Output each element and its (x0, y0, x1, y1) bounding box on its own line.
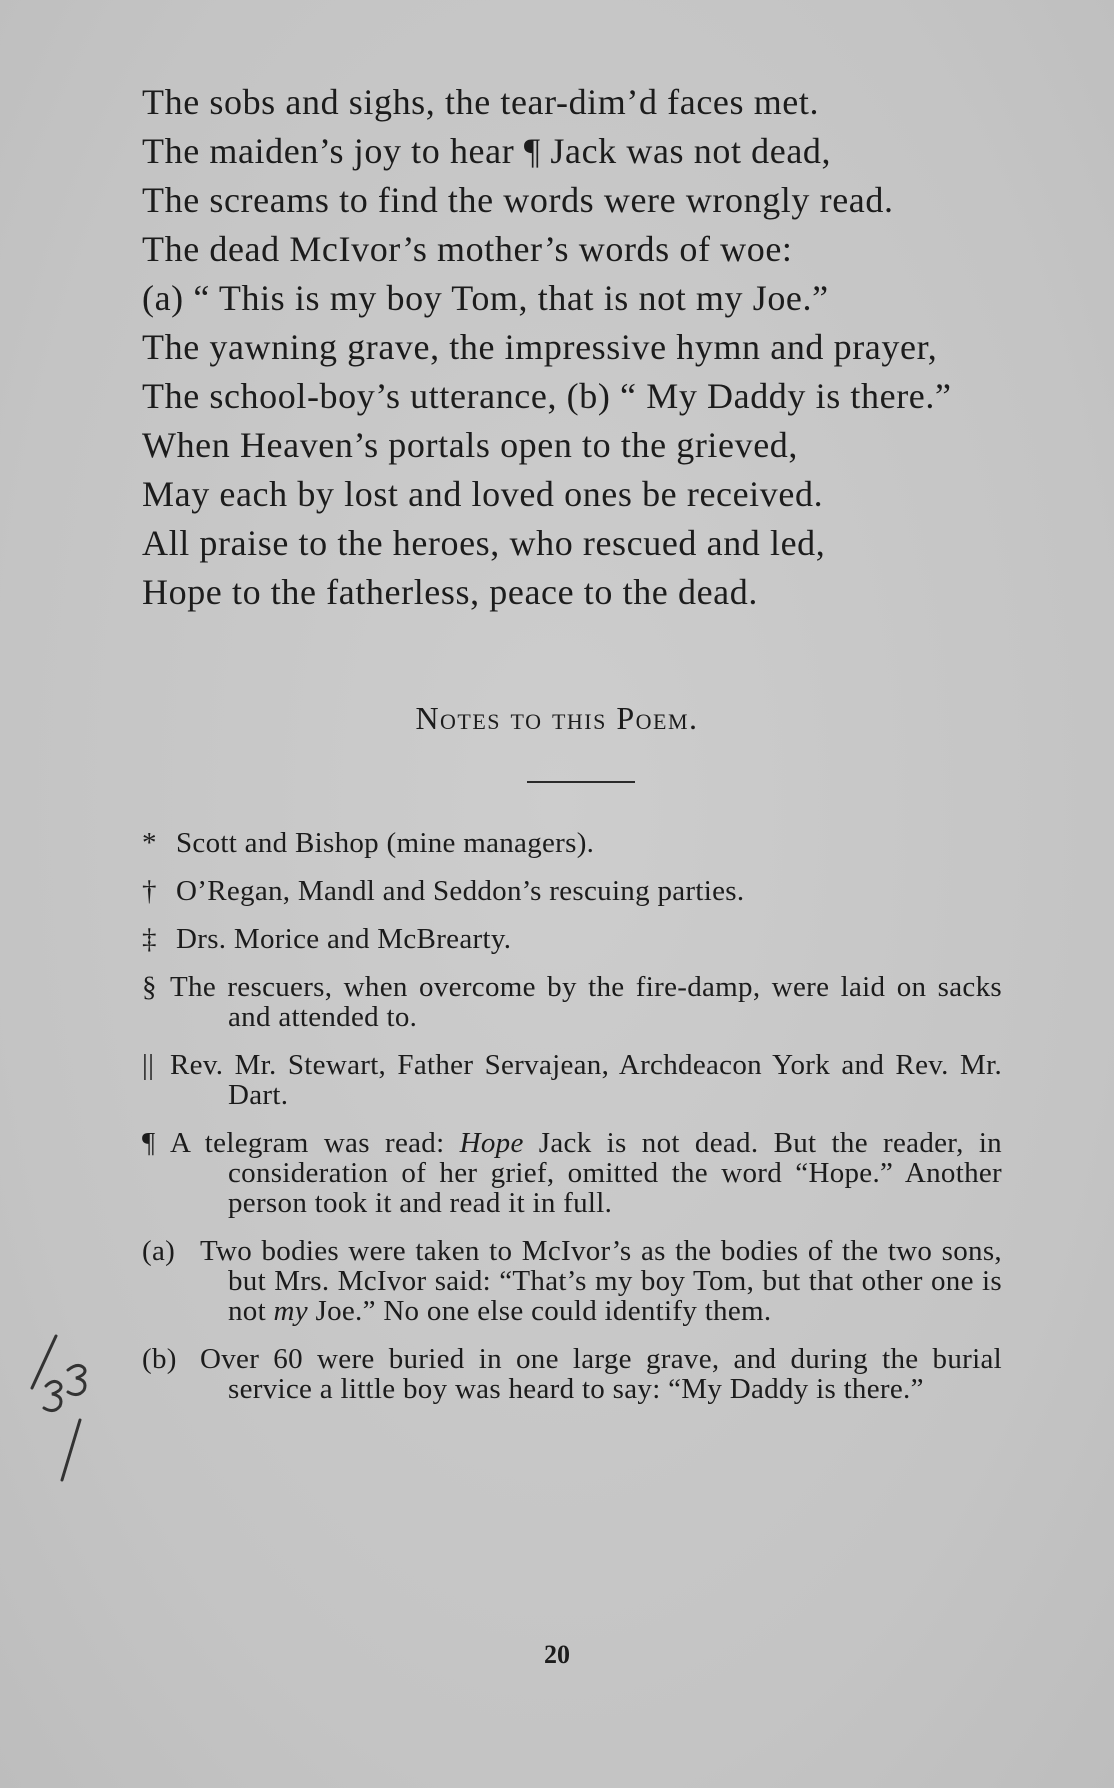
footnote-marker: || (142, 1049, 155, 1081)
poem-line: The screams to find the words were wrongly read. (142, 180, 894, 220)
footnote-italic: Hope (459, 1127, 524, 1159)
footnote-section (142, 972, 1002, 1032)
footnote-text-after: Joe.” No one else could identify them. (307, 1295, 772, 1327)
footnote-double-dagger (142, 924, 1002, 954)
footnote-text-before: Two bodies were taken to McIvor’s as the bodies of the two sons, but Mrs. McIvor said: “That’s my boy Tom, but that other one is not (200, 1235, 1002, 1327)
footnote-text: The rescuers, when overcome by the fire-damp, were laid on sacks and attended to. (170, 971, 1002, 1033)
poem-line: The sobs and sighs, the tear-dim’d faces met. (142, 82, 820, 122)
footnote-italic: my (273, 1295, 308, 1327)
page-number: 20 (544, 1640, 570, 1669)
footnote-asterisk (142, 828, 1002, 858)
footnote-text: Over 60 were buried in one large grave, and during the burial service a little boy was heard to say: “My Daddy is there.” (200, 1343, 1002, 1405)
footnote-pilcrow (142, 1128, 1002, 1218)
footnote-marker: (a) (142, 1235, 176, 1267)
section-divider (527, 781, 635, 783)
footnote-parallel (142, 1050, 1002, 1110)
poem-line: Hope to the fatherless, peace to the dead. (142, 572, 758, 612)
footnote-marker: * (142, 827, 157, 859)
footnote-dagger (142, 876, 1002, 906)
handwritten-margin-annotation (18, 1330, 108, 1490)
poem-line: The dead McIvor’s mother’s words of woe: (142, 229, 793, 269)
notes-heading: Notes to this Poem. (415, 700, 699, 736)
footnote-text-before: A telegram was read: (170, 1127, 460, 1159)
footnote-b (142, 1344, 1002, 1404)
footnote-text: Scott and Bishop (mine managers). (176, 827, 595, 859)
footnote-marker: ‡ (142, 923, 157, 955)
footnote-text: Drs. Morice and McBrearty. (176, 923, 512, 955)
poem-line: All praise to the heroes, who rescued and led, (142, 523, 826, 563)
footnote-text-after: Jack is not dead. But the reader, in consideration of her grief, omitted the word “Hope.” Another person took it and read it in full. (228, 1127, 1002, 1219)
poem-stanza (142, 78, 1022, 617)
notes-list (142, 828, 1002, 1422)
poem-line: The yawning grave, the impressive hymn and prayer, (142, 327, 938, 367)
poem-line: The maiden’s joy to hear ¶ Jack was not dead, (142, 131, 832, 171)
poem-line: (a) “ This is my boy Tom, that is not my Joe.” (142, 278, 829, 318)
footnote-marker: † (142, 875, 157, 907)
footnote-marker: (b) (142, 1343, 177, 1375)
footnote-text: Rev. Mr. Stewart, Father Servajean, Archdeacon York and Rev. Mr. Dart. (170, 1049, 1002, 1111)
poem-line: When Heaven’s portals open to the grieved, (142, 425, 798, 465)
footnote-marker: § (142, 971, 157, 1003)
footnote-marker: ¶ (142, 1127, 156, 1159)
footnote-text: O’Regan, Mandl and Seddon’s rescuing parties. (176, 875, 745, 907)
poem-line: The school-boy’s utterance, (b) “ My Daddy is there.” (142, 376, 952, 416)
poem-line: May each by lost and loved ones be received. (142, 474, 824, 514)
footnote-a (142, 1236, 1002, 1326)
